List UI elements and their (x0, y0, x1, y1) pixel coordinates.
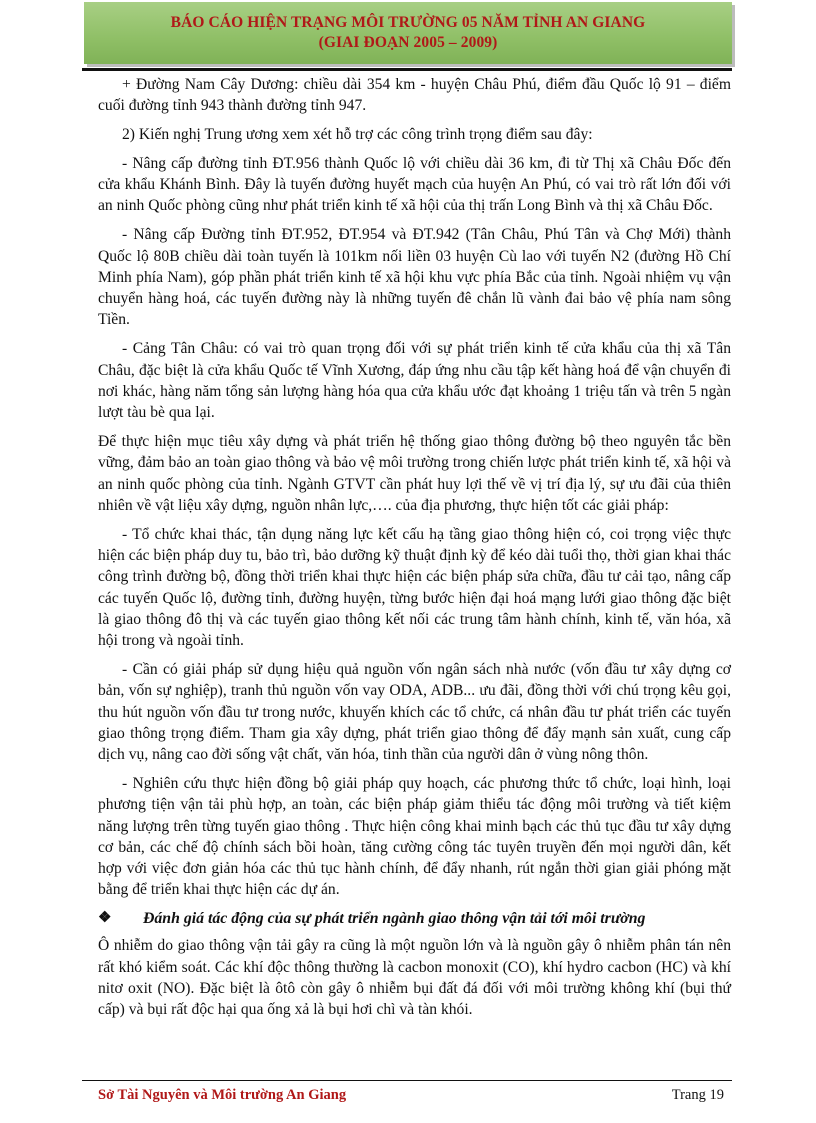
report-header-banner (84, 2, 732, 64)
diamond-bullet-icon: ❖ (98, 910, 112, 927)
page-footer (98, 1087, 724, 1104)
paragraph: - Nâng cấp đường tỉnh ĐT.956 thành Quốc lộ với chiều dài 36 km, đi từ Thị xã Châu Đốc đến cửa khẩu Khánh Bình. Đây là tuyến đường huyết mạch của huyện An Phú, có vai trò rất lớn đối với an ninh Quốc phòng cũng như phát triển kinh tế xã hội của thị trấn Long Bình và thị xã Châu Đốc. (98, 154, 731, 215)
paragraph: 2) Kiến nghị Trung ương xem xét hỗ trợ các công trình trọng điểm sau đây: (122, 126, 593, 144)
paragraph: - Cần có giải pháp sử dụng hiệu quả nguồn vốn ngân sách nhà nước (vốn đầu tư xây dựng cơ bản, vốn sự nghiệp), tranh thủ nguồn vốn vay ODA, ADB... ưu đãi, đồng thời với chú trọng kêu gọi, thu hút nguồn vốn đầu tư trong nước, khuyến khích các tổ chức, cá nhân đầu tư phát triển các tuyến giao thông trọng điểm. Tham gia xây dựng, phát triển giao thông để đẩy mạnh sản xuất, cung cấp dịch vụ, nâng cao đời sống vật chất, văn hóa, tinh thần của người dân ở vùng nông thôn. (98, 660, 731, 764)
document-body (98, 74, 731, 1028)
report-title: BÁO CÁO HIỆN TRẠNG MÔI TRƯỜNG 05 NĂM TỈNH AN GIANG (170, 14, 646, 31)
section-heading-text: Đánh giá tác động của sự phát triển ngành giao thông vận tải tới môi trường (143, 910, 646, 928)
paragraph: + Đường Nam Cây Dương: chiều dài 354 km - huyện Châu Phú, điểm đầu Quốc lộ 91 – điểm cuối đường tỉnh 943 thành đường tỉnh 947. (98, 76, 731, 115)
header-divider (82, 68, 732, 71)
paragraph: - Cảng Tân Châu: có vai trò quan trọng đối với sự phát triển kinh tế cửa khẩu của thị xã Tân Châu, đặc biệt là cửa khẩu Quốc tế Vĩnh Xương, đáp ứng nhu cầu tập kết hàng hoá để vận chuyển đi nơi khác, hàng năm tổng sản lượng hàng hóa qua cửa khẩu ước đạt khoảng 1 triệu tấn và trên 5 ngàn lượt tàu bè qua lại. (98, 340, 731, 422)
paragraph: Để thực hiện mục tiêu xây dựng và phát triển hệ thống giao thông đường bộ theo nguyên tắc bền vững, đảm bảo an toàn giao thông và bảo vệ môi trường trong chiến lược phát triển kinh tế, xã hội và an ninh quốc phòng của tỉnh. Ngành GTVT cần phát huy lợi thế về vị trí địa lý, sự ưu đãi của thiên nhiên về vật liệu xây dựng, nguồn nhân lực,…. của địa phương, thực hiện tốt các giải pháp: (98, 432, 731, 514)
footer-divider (82, 1080, 732, 1081)
paragraph: Ô nhiễm do giao thông vận tải gây ra cũng là một nguồn lớn và là nguồn gây ô nhiễm phân tán nên rất khó kiểm soát. Các khí độc thông thường là cacbon monoxit (CO), khí hydro cacbon (HC) và khí nitơ oxit (NO). Đặc biệt là ôtô còn gây ô nhiễm bụi đất đá đối với môi trường không khí (bụi thứ cấp) và bụi rất độc hại qua ống xả là bụi hơi chì và tàn khói. (98, 937, 731, 1019)
section-heading (98, 908, 731, 929)
page-number: Trang 19 (671, 1087, 724, 1103)
paragraph: - Tổ chức khai thác, tận dụng năng lực kết cấu hạ tầng giao thông hiện có, coi trọng việc thực hiện các biện pháp duy tu, bảo trì, bảo dưỡng kỹ thuật định kỳ để kéo dài tuổi thọ, thời gian khai thác công trình đường bộ, đồng thời triển khai thực hiện các biện pháp sửa chữa, đầu tư cải tạo, nâng cấp các tuyến Quốc lộ, đường tỉnh, đường huyện, từng bước hiện đại hoá mạng lưới giao thông đặc biệt là giao thông đô thị và các tuyến giao thông kết nối các trung tâm hành chính, kinh tế, văn hóa, xã hội trong và ngoài tỉnh. (98, 525, 731, 650)
paragraph: - Nghiên cứu thực hiện đồng bộ giải pháp quy hoạch, các phương thức tổ chức, loại hình, loại phương tiện vận tải phù hợp, an toàn, các biện pháp giảm thiểu tác động môi trường và tiết kiệm năng lượng trên từng tuyến giao thông . Thực hiện công khai minh bạch các thủ tục đầu tư xây dựng cơ bản, các chế độ chính sách bồi hoàn, tăng cường công tác tuyên truyền đến mọi người dân, kết hợp với việc đơn giản hóa các thủ tục hành chính, để đẩy nhanh, rút ngắn thời gian giải phóng mặt bằng để triển khai thực hiện các dự án. (98, 774, 731, 899)
footer-organization: Sở Tài Nguyên và Môi trường An Giang (98, 1087, 347, 1103)
report-period: (GIAI ĐOẠN 2005 – 2009) (318, 34, 498, 51)
paragraph: - Nâng cấp Đường tỉnh ĐT.952, ĐT.954 và ĐT.942 (Tân Châu, Phú Tân và Chợ Mới) thành Quốc lộ 80B chiều dài toàn tuyến là 101km nối liền 03 huyện Cù lao với tuyến N2 (đường Hồ Chí Minh phía Nam), góp phần phát triển kinh tế xã hội khu vực phía Bắc của tỉnh. Ngoài nhiệm vụ vận chuyển hàng hoá, các tuyến đường này là những tuyến đê chắn lũ vành đai bảo vệ phía nam sông Tiền. (98, 226, 731, 329)
